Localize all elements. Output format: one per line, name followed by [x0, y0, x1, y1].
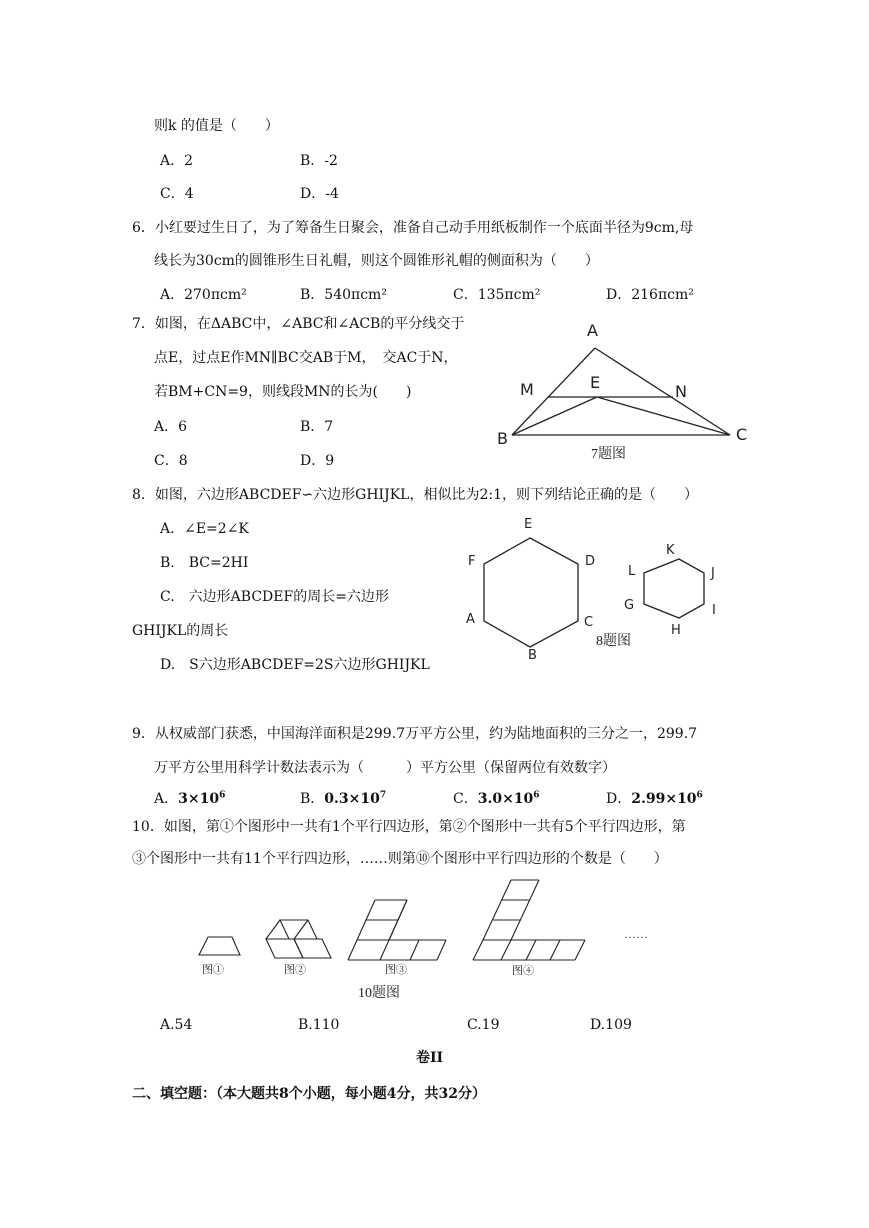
q6-stem-line2: 线长为30cm的圆锥形生日礼帽，则这个圆锥形礼帽的侧面积为（ ） [154, 253, 599, 269]
q9-option-c: C．$3.0\times 10^6$ [453, 790, 540, 807]
q8-label-c: C [584, 615, 594, 630]
q7-stem-line1: 7．如图，在ΔABC中，∠ABC和∠ACB的平分线交于 [132, 316, 465, 332]
q9-stem-line2: 万平方公里用科学计数法表示为（ ）平方公里（保留两位有效数字） [154, 760, 616, 776]
q8-label-i: I [712, 603, 716, 618]
q10-stem-line1: 10．如图，第①个图形中一共有1个平行四边形，第②个图形中一共有5个平行四边形，第 [132, 819, 686, 835]
q10-fig2-label: 图② [284, 964, 306, 976]
q8-option-a: A．∠E=2∠K [160, 521, 249, 537]
q10-parallelogram-figure [190, 875, 670, 1005]
q8-option-d: D. S六边形ABCDEF=2S六边形GHIJKL [160, 657, 430, 673]
section-heading: 二、填空题：（本大题共8个小题，每小题4分，共32分） [132, 1086, 486, 1102]
q7-label-n: N [675, 382, 687, 401]
q8-label-j: J [711, 566, 715, 581]
q10-fig4-shape [473, 880, 585, 960]
q10-option-c: C.19 [467, 1017, 500, 1033]
q9-option-a: A．$3\times 10^6$ [154, 790, 226, 807]
q10-fig2-shape [266, 920, 331, 958]
q8-option-c-line1: C. 六边形ABCDEF的周长=六边形 [160, 589, 389, 605]
volume-title: 卷II [416, 1050, 444, 1066]
q7-label-b: B [497, 429, 508, 448]
q7-option-b: B．7 [300, 419, 334, 435]
q10-option-a: A.54 [160, 1017, 193, 1033]
q10-fig1-cell [199, 937, 240, 955]
q5-option-c: C．4 [160, 186, 194, 202]
q10-option-b: B.110 [298, 1017, 340, 1033]
q6-option-a: A．270πcm² [160, 287, 247, 303]
q8-hexagons-figure [460, 514, 740, 664]
q5-stem: 则k 的值是（ ） [154, 118, 279, 134]
q8-stem: 8．如图，六边形ABCDEF∽六边形GHIJKL，相似比为2:1，则下列结论正确的是（ ） [132, 487, 698, 503]
q7-figure-caption: 7题图 [591, 447, 626, 462]
q10-figure-caption: 10题图 [358, 986, 400, 1001]
q6-stem-line1: 6．小红要过生日了，为了筹备生日聚会，准备自己动手用纸板制作一个底面半径为9cm,母 [132, 220, 694, 236]
q7-stem-line3: 若BM+CN=9，则线段MN的长为( ) [154, 384, 412, 400]
q8-option-c-line2: GHIJKL的周长 [132, 623, 229, 639]
q6-option-c: C．135πcm² [453, 287, 541, 303]
q5-option-a: A．2 [160, 153, 194, 169]
q8-label-g: G [624, 598, 635, 613]
q8-option-b: B. BC=2HI [160, 555, 249, 571]
q7-label-a: A [587, 321, 598, 340]
q8-label-f: F [468, 554, 476, 569]
q6-option-d: D．216πcm² [606, 287, 694, 303]
q7-label-e: E [590, 373, 601, 392]
q10-option-d: D.109 [590, 1017, 632, 1033]
q8-label-a: A [466, 612, 475, 627]
q8-label-l: L [628, 564, 636, 579]
q7-label-m: M [520, 380, 534, 399]
q7-stem-line2: 点E，过点E作MN∥BC交AB于M， 交AC于N， [154, 350, 458, 366]
q5-option-b: B．-2 [300, 153, 338, 169]
q10-fig3-shape [348, 900, 446, 960]
q8-label-b: B [528, 648, 537, 663]
q7-triangle-figure [490, 318, 760, 468]
q7-option-c: C．8 [154, 453, 188, 469]
q8-hexagon-ghijkl [644, 559, 704, 618]
q8-hexagon-abcdef [484, 538, 578, 647]
q10-stem-line2: ③个图形中一共有11个平行四边形，……则第⑩个图形中平行四边形的个数是（ ） [132, 851, 668, 867]
q8-label-e: E [524, 517, 533, 532]
q10-ellipsis: …… [624, 927, 648, 941]
q9-option-b: B．$0.3\times 10^7$ [300, 790, 387, 807]
q7-option-a: A．6 [154, 419, 188, 435]
q5-option-d: D．-4 [300, 186, 339, 202]
q7-segment-be [512, 397, 597, 435]
q9-stem-line1: 9．从权威部门获悉，中国海洋面积是299.7万平方公里，约为陆地面积的三分之一，299.7 [132, 726, 698, 742]
q10-fig3-label: 图③ [385, 964, 407, 976]
q8-label-k: K [666, 543, 675, 558]
q7-label-c: C [736, 425, 748, 444]
q8-label-h: H [671, 623, 681, 638]
q7-option-d: D．9 [300, 453, 335, 469]
q10-fig4-label: 图④ [512, 965, 534, 977]
q7-side-ac [595, 348, 730, 435]
q9-option-d: D．$2.99\times 10^6$ [606, 790, 703, 807]
q8-label-d: D [585, 554, 596, 569]
q7-segment-ce [597, 397, 730, 435]
q6-option-b: B．540πcm² [300, 287, 387, 303]
q10-fig1-label: 图① [202, 964, 224, 976]
q8-figure-caption: 8题图 [596, 634, 631, 649]
